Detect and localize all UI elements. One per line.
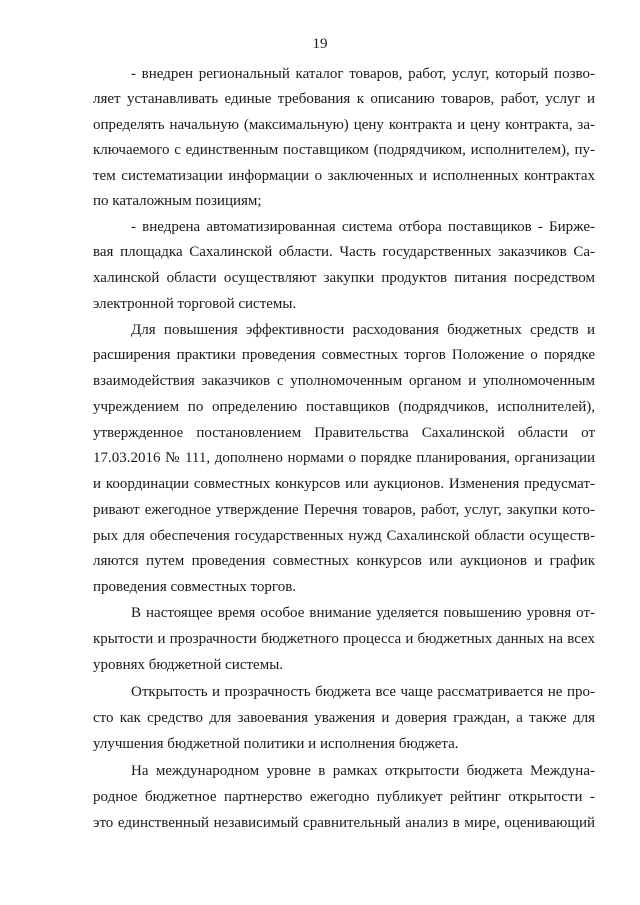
page-number: 19 (312, 36, 328, 52)
text-line: это единственный независимый сравнительный анализ в мире, оценивающий (93, 815, 595, 831)
text-line: ривают ежегодное утверждение Перечня товаров, работ, услуг, закупки кото- (93, 502, 595, 518)
text-line: ляются путем проведения совместных конкурсов или аукционов и график (93, 553, 595, 569)
text-line: улучшения бюджетной политики и исполнения бюджета. (93, 736, 459, 752)
text-line: халинской области осуществляют закупки продуктов питания посредством (93, 270, 595, 286)
text-line: расширения практики проведения совместных торгов Положение о порядке (93, 347, 595, 363)
text-line: Для повышения эффективности расходования бюджетных средств и (131, 322, 595, 338)
text-line: сто как средство для завоевания уважения и доверия граждан, а также для (93, 710, 595, 726)
text-line: Открытость и прозрачность бюджета все чаще рассматривается не про- (131, 684, 595, 700)
text-line: уровнях бюджетной системы. (93, 657, 284, 673)
text-line: - внедрена автоматизированная система отбора поставщиков - Бирже- (131, 219, 595, 235)
text-line: проведения совместных торгов. (93, 579, 297, 595)
text-line: родное бюджетное партнерство ежегодно публикует рейтинг открытости - (93, 789, 595, 805)
text-line: рых для обеспечения государственных нужд Сахалинской области осуществ- (93, 528, 595, 544)
text-line: вая площадка Сахалинской области. Часть государственных заказчиков Са- (93, 244, 595, 260)
text-line: ключаемого с единственным поставщиком (подрядчиком, исполнителем), пу- (93, 142, 595, 158)
text-line: утвержденное постановлением Правительства Сахалинской области от (93, 425, 595, 441)
text-line: и координации совместных конкурсов или аукционов. Изменения предусмат- (93, 476, 595, 492)
text-line: В настоящее время особое внимание уделяется повышению уровня от- (131, 605, 595, 621)
text-line: учреждением по определению поставщиков (подрядчиков, исполнителей), (93, 399, 595, 415)
text-line: ляет устанавливать единые требования к описанию товаров, работ, услуг и (93, 91, 595, 107)
text-line: по каталожным позициям; (93, 193, 262, 209)
text-line: - внедрен региональный каталог товаров, работ, услуг, который позво- (131, 66, 595, 82)
text-line: взаимодействия заказчиков с уполномоченным органом и уполномоченным (93, 373, 595, 389)
text-line: крытости и прозрачности бюджетного процесса и бюджетных данных на всех (93, 631, 595, 647)
text-line: тем систематизации информации о заключенных и исполненных контрактах (93, 168, 595, 184)
text-line: электронной торговой системы. (93, 296, 297, 312)
text-line: На международном уровне в рамках открытости бюджета Междуна- (131, 763, 595, 779)
text-line: 17.03.2016 № 111, дополнено нормами о порядке планирования, организации (93, 450, 595, 466)
text-line: определять начальную (максимальную) цену контракта и цену контракта, за- (93, 117, 595, 133)
